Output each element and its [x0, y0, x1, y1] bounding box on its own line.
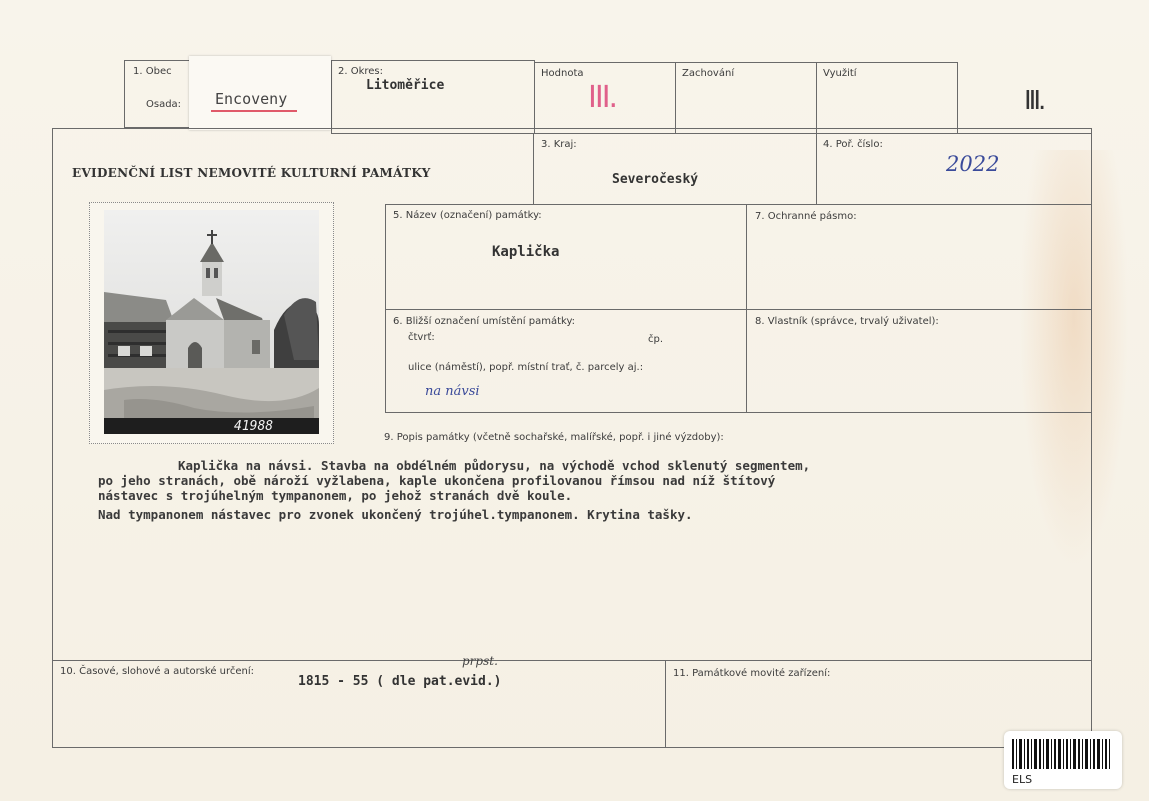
barcode-sticker — [1004, 731, 1122, 789]
hodnota-label: Hodnota — [541, 68, 584, 79]
kraj-value: Severočeský — [612, 172, 699, 187]
popis-label: 9. Popis památky (včetně sochařské, malířské, popř. i jiné výzdoby): — [384, 432, 724, 443]
chapel-photo — [104, 210, 319, 434]
kraj-label: 3. Kraj: — [541, 139, 577, 150]
ochranne-label: 7. Ochranné pásmo: — [755, 211, 857, 222]
vlastnik-label: 8. Vlastník (správce, trvalý uživatel): — [755, 316, 939, 327]
popis-line-4: Nad tympanonem nástavec pro zvonek ukončený trojúhel.tympanonem. Krytina tašky. — [98, 507, 693, 522]
nazev-value: Kaplička — [492, 244, 560, 260]
okres-value: Litoměřice — [366, 78, 445, 93]
popis-line-1: Kaplička na návsi. Stavba na obdélném půdorysu, na východě vchod sklenutý segmentem, — [178, 458, 811, 473]
vyuziti-label: Využití — [823, 68, 857, 79]
chapel-photo-image — [104, 210, 319, 434]
urceni-label: 10. Časové, slohové a autorské určení: — [60, 666, 255, 677]
ulice-value: na návsi — [425, 384, 480, 399]
zachovani-label: Zachování — [682, 68, 735, 79]
cp-label: čp. — [648, 334, 664, 345]
osada-label: Osada: — [146, 99, 182, 110]
hodnota-value: III. — [588, 80, 617, 115]
osada-underline — [211, 110, 297, 112]
corner-mark: III. — [1024, 86, 1044, 116]
document-title: EVIDENČNÍ LIST NEMOVITÉ KULTURNÍ PAMÁTKY — [72, 166, 431, 180]
ulice-label: ulice (náměstí), popř. místní trať, č. parcely aj.: — [408, 362, 644, 373]
ctvrt-label: čtvrť: — [408, 332, 435, 343]
osada-stamp — [189, 56, 331, 130]
popis-line-2: po jeho stranách, obě nároží vyžlabena, kaple ukončena profilovanou římsou nad níž štítový — [98, 473, 776, 488]
photo-number: 41988 — [234, 419, 274, 434]
popis-line-3: nástavec s trojúhelným tympanonem, po jehož stranách dvě koule. — [98, 488, 573, 503]
osada-value: Encoveny — [215, 90, 288, 108]
zarizeni-label: 11. Památkové movité zařízení: — [673, 668, 831, 679]
okres-label: 2. Okres: — [338, 66, 384, 77]
por-cislo-label: 4. Poř. číslo: — [823, 139, 883, 150]
barcode-label: ELS — [1012, 773, 1033, 786]
por-cislo-value: 2022 — [946, 152, 1000, 176]
popis-text — [98, 458, 1048, 522]
urceni-value: 1815 - 55 ( dle pat.evid.) — [298, 674, 502, 689]
obec-label: 1. Obec — [133, 66, 172, 77]
nazev-label: 5. Název (označení) památky: — [393, 210, 542, 221]
urceni-annotation: prpst. — [462, 654, 498, 668]
umisteni-label: 6. Bližší označení umístění památky: — [393, 316, 576, 327]
